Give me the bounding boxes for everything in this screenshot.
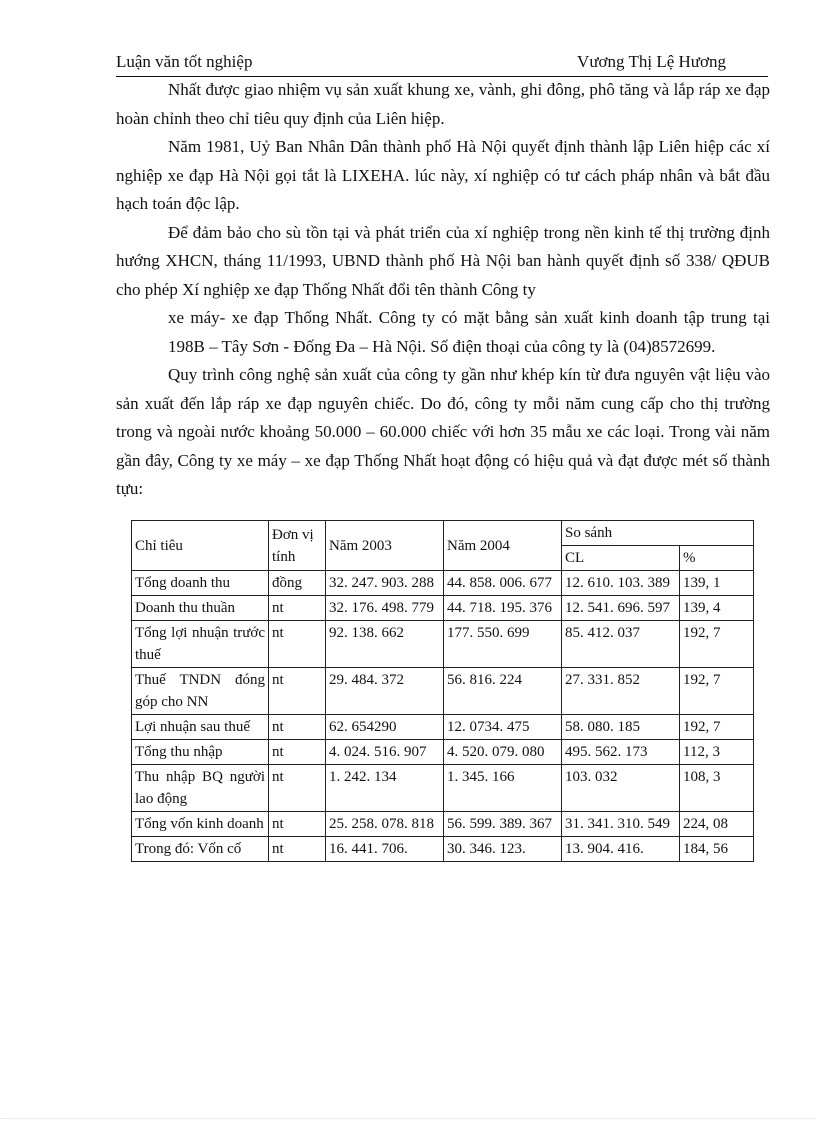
cell-nam-2004: 177. 550. 699 [444,621,562,668]
cell-nam-2003: 4. 024. 516. 907 [326,740,444,765]
cell-don-vi: nt [269,812,326,837]
cell-nam-2004: 56. 599. 389. 367 [444,812,562,837]
table-row [132,571,754,596]
table-row [132,812,754,837]
cell-cl: 31. 341. 310. 549 [562,812,680,837]
cell-percent: 139, 4 [680,596,754,621]
cell-nam-2003: 32. 176. 498. 779 [326,596,444,621]
paragraph: Năm 1981, Uỷ Ban Nhân Dân thành phố Hà Nội quyết định thành lập Liên hiệp các xí nghiệp xe đạp Hà Nội gọi tắt là LIXEHA. lúc này, xí nghiệp có tư cách pháp nhân và bắt đầu hạch toán độc lập. [116,137,770,213]
header-cl: CL [562,546,680,571]
cell-percent: 184, 56 [680,837,754,862]
cell-cl: 12. 610. 103. 389 [562,571,680,596]
cell-nam-2003: 16. 441. 706. [326,837,444,862]
cell-chi-tieu: Tổng doanh thu [132,571,269,596]
cell-nam-2004: 4. 520. 079. 080 [444,740,562,765]
header-chi-tieu: Chỉ tiêu [132,521,269,571]
cell-chi-tieu: Tổng vốn kinh doanh [132,812,269,837]
page-bottom-divider [0,1118,816,1119]
cell-percent: 108, 3 [680,765,754,812]
cell-cl: 495. 562. 173 [562,740,680,765]
cell-nam-2003: 1. 242. 134 [326,765,444,812]
body-text [116,76,770,504]
cell-don-vi: nt [269,715,326,740]
table-header-row [132,521,754,546]
table-row [132,621,754,668]
cell-cl: 103. 032 [562,765,680,812]
cell-cl: 27. 331. 852 [562,668,680,715]
cell-cl: 58. 080. 185 [562,715,680,740]
header-so-sanh: So sánh [562,521,754,546]
results-table [131,520,754,862]
cell-don-vi: nt [269,668,326,715]
paragraph: Nhất được giao nhiệm vụ sản xuất khung xe, vành, ghi đông, phô tăng và lắp ráp xe đạp hoàn chỉnh theo chỉ tiêu quy định của Liên hiệp. [116,80,770,128]
table-row [132,765,754,812]
table-row [132,837,754,862]
cell-chi-tieu: Lợi nhuận sau thuế [132,715,269,740]
cell-percent: 224, 08 [680,812,754,837]
cell-percent: 192, 7 [680,715,754,740]
cell-nam-2003: 25. 258. 078. 818 [326,812,444,837]
paragraph: Để đảm bảo cho sù tồn tại và phát triển của xí nghiệp trong nền kinh tế thị trường định hướng XHCN, tháng 11/1993, UBND thành phố Hà Nội ban hành quyết định số 338/ QĐUB cho phép Xí nghiệp xe đạp Thống Nhất đổi tên thành Công ty [116,222,770,299]
paragraph: xe máy- xe đạp Thống Nhất. Công ty có mặt bằng sản xuất kinh doanh tập trung tại 198B – Tây Sơn - Đống Đa – Hà Nội. Số điện thoại của công ty là (04)8572699. [168,308,770,356]
cell-chi-tieu: Doanh thu thuần [132,596,269,621]
cell-chi-tieu: Tổng lợi nhuận trước thuế [132,621,269,668]
cell-chi-tieu: Thuế TNDN đóng góp cho NN [132,668,269,715]
cell-cl: 12. 541. 696. 597 [562,596,680,621]
header-don-vi: Đơn vị tính [269,521,326,571]
cell-percent: 112, 3 [680,740,754,765]
cell-cl: 85. 412. 037 [562,621,680,668]
cell-nam-2003: 92. 138. 662 [326,621,444,668]
table-row [132,715,754,740]
cell-don-vi: nt [269,596,326,621]
cell-nam-2004: 12. 0734. 475 [444,715,562,740]
cell-nam-2004: 44. 858. 006. 677 [444,571,562,596]
cell-don-vi: nt [269,621,326,668]
cell-nam-2004: 44. 718. 195. 376 [444,596,562,621]
cell-chi-tieu: Thu nhập BQ người lao động [132,765,269,812]
cell-don-vi: nt [269,837,326,862]
cell-nam-2003: 62. 654290 [326,715,444,740]
paragraph: Quy trình công nghệ sản xuất của công ty gần như khép kín từ đưa nguyên vật liệu vào sản xuất đến lắp ráp xe đạp nguyên chiếc. Do đó, công ty mỗi năm cung cấp cho thị trường trong và ngoài nước khoảng 50.000 – 60.000 chiếc với hơn 35 mẫu xe các loại. Trong vài năm gần đây, Công ty xe máy – xe đạp Thống Nhất hoạt động có hiệu quả và đạt được mét số thành tựu: [116,365,770,498]
cell-don-vi: nt [269,740,326,765]
page-header [116,52,768,77]
header-percent: % [680,546,754,571]
cell-percent: 139, 1 [680,571,754,596]
cell-nam-2003: 29. 484. 372 [326,668,444,715]
cell-chi-tieu: Trong đó: Vốn cố [132,837,269,862]
cell-cl: 13. 904. 416. [562,837,680,862]
cell-don-vi: đồng [269,571,326,596]
cell-nam-2004: 30. 346. 123. [444,837,562,862]
cell-percent: 192, 7 [680,621,754,668]
header-author-name: Vương Thị Lệ Hương [577,52,726,71]
cell-percent: 192, 7 [680,668,754,715]
table-row [132,596,754,621]
header-thesis-title: Luận văn tốt nghiệp [116,52,253,71]
cell-don-vi: nt [269,765,326,812]
cell-chi-tieu: Tổng thu nhập [132,740,269,765]
header-nam-2003: Năm 2003 [326,521,444,571]
table-row [132,668,754,715]
cell-nam-2004: 56. 816. 224 [444,668,562,715]
cell-nam-2003: 32. 247. 903. 288 [326,571,444,596]
table-row [132,740,754,765]
cell-nam-2004: 1. 345. 166 [444,765,562,812]
header-nam-2004: Năm 2004 [444,521,562,571]
